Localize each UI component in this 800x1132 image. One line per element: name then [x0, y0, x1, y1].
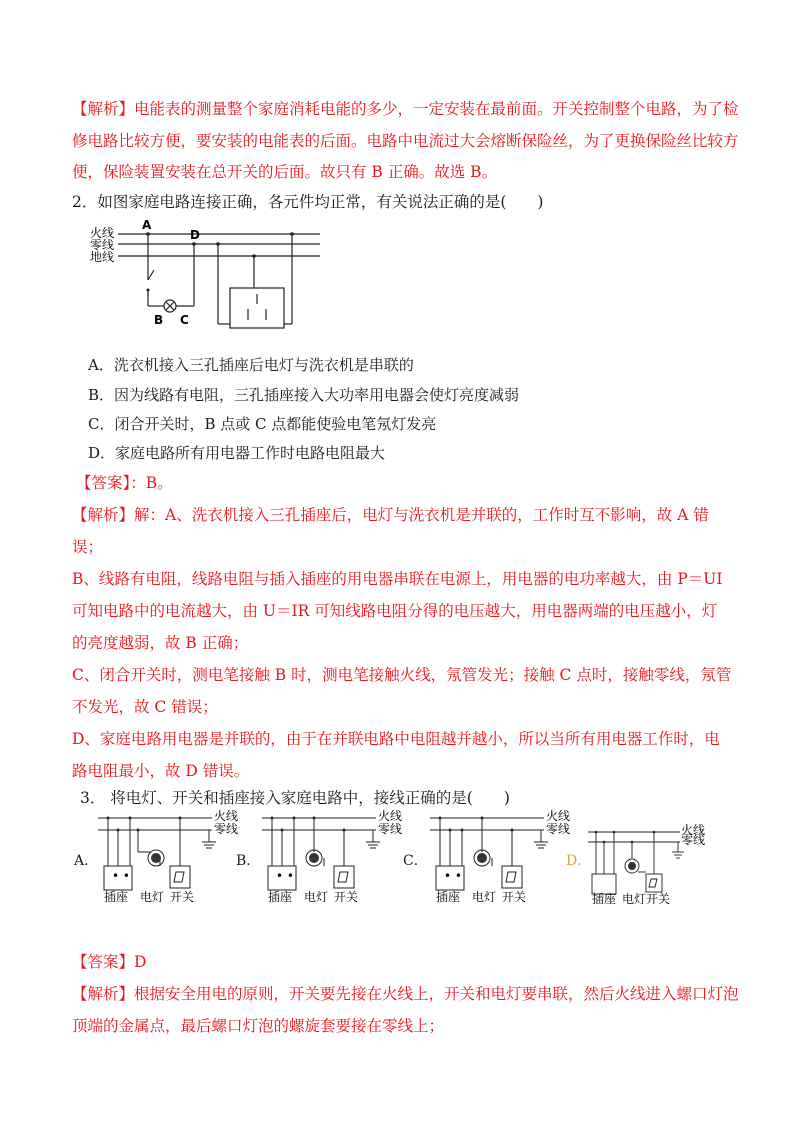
- q3-stem: 3． 将电灯、开关和插座接入家庭电路中，接线正确的是( ): [80, 789, 510, 807]
- analysis1-line2: 修电路比较方便，要安装的电能表的后面。电路中电流过大会熔断保险丝，为了更换保险丝比较方: [72, 132, 739, 150]
- q3-letter-d: D．: [566, 853, 592, 869]
- q2-option-d: D．家庭电路所有用电器工作时电路电阻最大: [88, 444, 386, 462]
- q2-fig-B: B: [154, 313, 164, 327]
- q3a-switch: 开关: [170, 890, 195, 903]
- q3-figure-c: [426, 808, 576, 903]
- q2-fig-ground: 地线: [90, 250, 115, 264]
- analysis1-tag: 【解析】: [72, 100, 135, 118]
- q2-answer: 【答案】：B。: [76, 474, 173, 492]
- q3a-socket: 插座: [104, 890, 129, 903]
- q2-analysis-line2: 误；: [72, 538, 104, 556]
- q3-analysis-line1: 【解析】根据安全用电的原则，开关要先接在火线上，开关和电灯要串联，然后火线进入螺口灯泡: [72, 985, 739, 1003]
- q3-analysis-tag: 【解析】: [72, 985, 135, 1003]
- svg-text:• •: • •: [276, 869, 294, 883]
- q3b-zero: 零线: [378, 822, 403, 836]
- q3-figure-a: [94, 808, 244, 903]
- q2-option-c: C．闭合开关时，B 点或 C 点都能使验电笔氖灯发亮: [88, 415, 437, 433]
- q3d-socket: 插座: [592, 892, 617, 904]
- q2-stem: 2．如图家庭电路连接正确，各元件均正常，有关说法正确的是( ): [72, 193, 544, 211]
- q2-option-b: B．因为线路有电阻，三孔插座接入大功率用电器会使灯亮度减弱: [88, 386, 520, 404]
- q3-answer: 【答案】D: [72, 953, 147, 971]
- q3d-zero: 零线: [681, 833, 706, 847]
- q3a-fire: 火线: [214, 809, 239, 823]
- analysis1-line3: 便，保险装置安装在总开关的后面。故只有 B 正确。故选 B。: [72, 163, 498, 181]
- q3d-lamp: 电灯: [622, 892, 647, 904]
- q2-analysis-line4: 可知电路中的电流越大，由 U＝IR 可知线路电阻分得的电压越大，用电器两端的电压越小，灯: [72, 602, 718, 620]
- q2-analysis-line8: D、家庭电路用电器是并联的，由于在并联电路中电阻越并越小，所以当所有用电器工作时，电: [72, 730, 720, 748]
- q3-figure-b: [258, 808, 408, 903]
- q3b-lamp: 电灯: [304, 890, 329, 903]
- q3b-fire: 火线: [378, 809, 403, 823]
- q2-fig-fire: 火线: [90, 226, 115, 240]
- q3c-switch: 开关: [502, 890, 527, 903]
- q3c-zero: 零线: [546, 822, 571, 836]
- q3b-switch: 开关: [334, 890, 359, 903]
- q2-circuit-diagram: [88, 214, 328, 334]
- q3c-fire: 火线: [546, 809, 571, 823]
- q3d-fire: 火线: [681, 824, 706, 837]
- q3b-socket: 插座: [268, 890, 293, 903]
- q2-analysis-line7: 不发光，故 C 错误；: [72, 698, 218, 716]
- q3-letter-c: C．: [403, 853, 428, 869]
- q3a-zero: 零线: [214, 822, 239, 836]
- q3a-lamp: 电灯: [140, 890, 165, 903]
- q2-fig-A: A: [142, 218, 152, 232]
- q3d-switch: 开关: [646, 892, 671, 904]
- q3c-lamp: 电灯: [472, 890, 497, 903]
- q3-letter-a: A．: [74, 853, 99, 869]
- svg-text:• •: • •: [112, 869, 130, 883]
- q2-analysis-line3: B、线路有电阻，线路电阻与插入插座的用电器串联在电源上，用电器的电功率越大，由 P＝UI: [72, 570, 723, 588]
- q2-analysis-line5: 的亮度越弱，故 B 正确；: [72, 634, 249, 652]
- q3-figure-d: [584, 824, 709, 904]
- q2-analysis-line9: 路电阻最小，故 D 错误。: [72, 762, 250, 780]
- q2-analysis-line6: C、闭合开关时，测电笔接触 B 时，测电笔接触火线，氖管发光；接触 C 点时，接触零线，氖管: [72, 666, 732, 684]
- q3-letter-b: B．: [236, 853, 261, 869]
- analysis1-line1: 【解析】电能表的测量整个家庭消耗电能的多少，一定安装在最前面。开关控制整个电路，为了检: [72, 100, 739, 118]
- q3c-socket: 插座: [436, 890, 461, 903]
- q2-analysis-line1: 【解析】解：A、洗衣机接入三孔插座后，电灯与洗衣机是并联的，工作时互不影响，故 A 错: [72, 506, 709, 524]
- q2-fig-D: D: [190, 228, 200, 242]
- svg-text:• •: • •: [444, 869, 462, 883]
- q2-fig-zero: 零线: [90, 238, 115, 252]
- q2-fig-C: C: [180, 313, 189, 327]
- q3-analysis-line2: 顶端的金属点，最后螺口灯泡的螺旋套要接在零线上；: [72, 1017, 445, 1035]
- q2-option-a: A．洗衣机接入三孔插座后电灯与洗衣机是串联的: [88, 356, 414, 374]
